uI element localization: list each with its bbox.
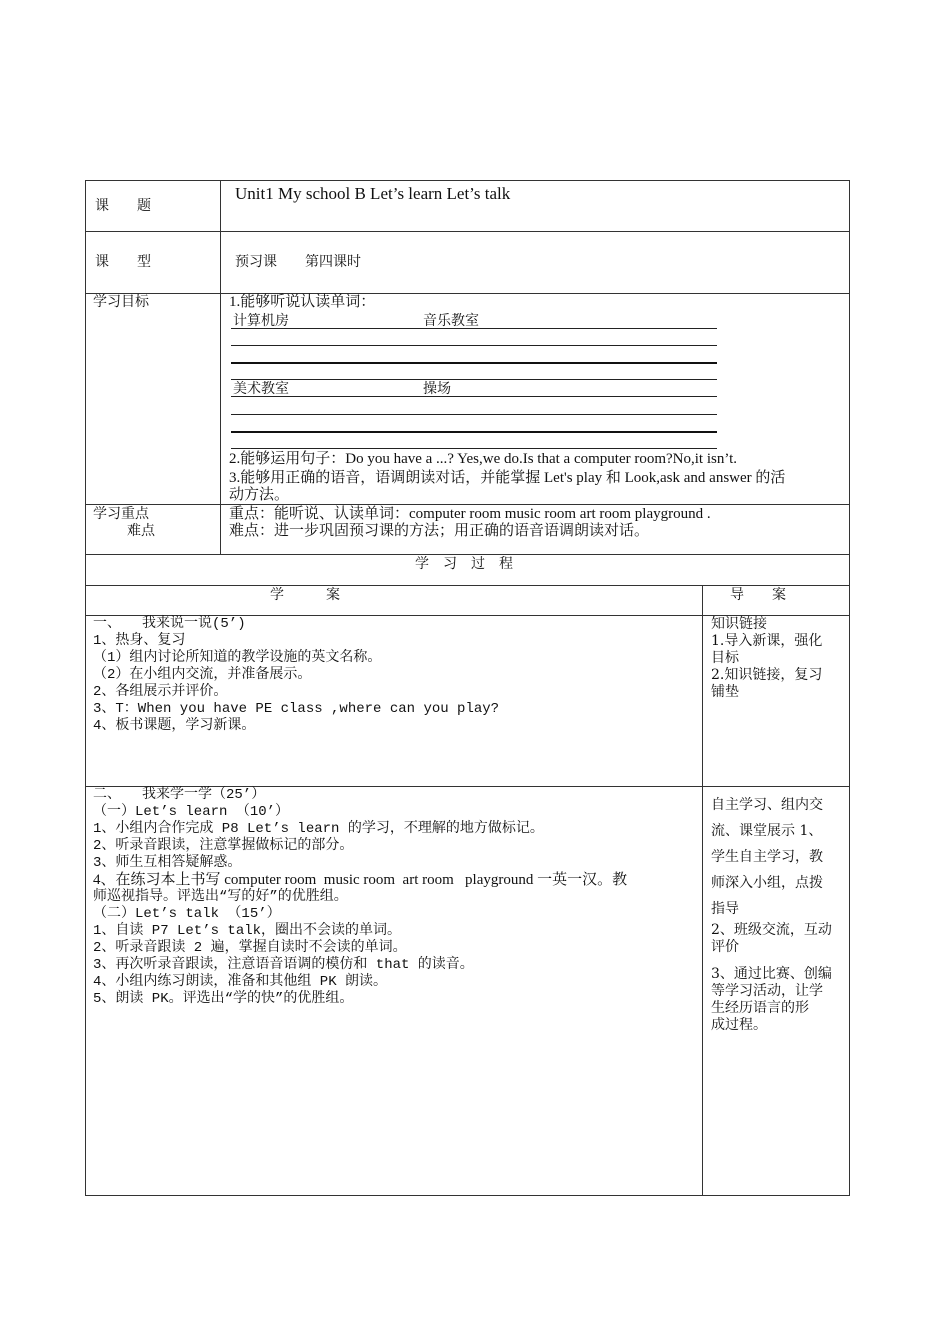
writing-line [231, 345, 717, 346]
writing-line [231, 396, 717, 397]
section2-line: 5、朗读 PK。评选出“学的快”的优胜组。 [93, 991, 354, 1007]
difficult-label: 难点 [127, 523, 155, 539]
section2-guide-line: 2、班级交流，互动 [711, 922, 832, 938]
goal1-title: 1.能够听说认读单词： [229, 294, 376, 310]
section2-guide-line: 流、课堂展示 1、 [711, 823, 823, 839]
section1-guide-line: 1.导入新课，强化 [711, 633, 823, 649]
section2-guide-line: 学生自主学习，教 [711, 849, 823, 865]
process-header: 学 习 过 程 [415, 556, 513, 572]
section2-line: 3、师生互相答疑解惑。 [93, 855, 242, 871]
section2-guide-line: 师深入小组，点拨 [711, 875, 823, 891]
key-point: 重点：能听说、认读单词：computer room music room art room playground . [229, 506, 711, 522]
section2-line: （二）Let’s talk （15’） [93, 906, 281, 922]
section1-line: 一、 我来说一说(5’) [93, 616, 246, 632]
word-music-room: 音乐教室 [423, 313, 479, 329]
writing-line [231, 448, 717, 449]
goals-label: 学习目标 [93, 294, 149, 310]
lesson-plan-table [85, 180, 850, 1196]
section2-guide-line: 成过程。 [711, 1017, 767, 1033]
goal3-line1: 3.能够用正确的语音，语调朗读对话，并能掌握 Let's play 和 Look,ask and answer 的活 [229, 470, 786, 486]
topic-value: Unit1 My school B Let’s learn Let’s talk [235, 184, 511, 203]
topic-label: 课 题 [95, 198, 151, 214]
goals-label-cell [85, 293, 221, 505]
section2-line: 2、听录音跟读 2 遍，掌握自读时不会读的单词。 [93, 940, 407, 956]
section2-guide-line: 3、通过比赛、创编 [711, 966, 832, 982]
section1-guide-line: 知识链接 [711, 616, 767, 632]
section1-line: （1）组内讨论所知道的教学设施的英文名称。 [93, 650, 382, 666]
section1-line: （2）在小组内交流，并准备展示。 [93, 667, 312, 683]
goal2: 2.能够运用句子：Do you have a ...? Yes,we do.Is that a computer room?No,it isn’t. [229, 451, 737, 467]
section2-line: 3、再次听录音跟读，注意语音语调的模仿和 that 的读音。 [93, 957, 474, 973]
section2-line: 2、听录音跟读，注意掌握做标记的部分。 [93, 838, 354, 854]
goal3-line2: 动方法。 [229, 487, 290, 503]
section2-line: 师巡视指导。评选出“写的好”的优胜组。 [93, 889, 348, 905]
section1-line: 1、热身、复习 [93, 633, 186, 649]
plan-header: 学 案 [270, 587, 340, 603]
writing-line [231, 431, 717, 433]
section2-line: 4、在练习本上书写 computer room music room art room playground 一英一汉。教 [93, 872, 628, 888]
word-computer-room: 计算机房 [233, 313, 289, 329]
section2-line: （一）Let’s learn （10’） [93, 804, 290, 820]
writing-line [231, 414, 717, 415]
key-label: 学习重点 [93, 506, 149, 522]
writing-line [231, 328, 717, 329]
difficult-point: 难点：进一步巩固预习课的方法；用正确的语音语调朗读对话。 [229, 523, 650, 539]
section1-guide-line: 2.知识链接，复习 [711, 667, 823, 683]
section1-line: 4、板书课题，学习新课。 [93, 718, 256, 734]
section2-guide-line: 生经历语言的形 [711, 1000, 809, 1016]
plan-header-cell [85, 585, 703, 616]
guide-header: 导 案 [730, 587, 786, 603]
section1-guide-line: 铺垫 [711, 684, 739, 700]
section2-guide-line: 等学习活动，让学 [711, 983, 823, 999]
writing-line [231, 362, 717, 364]
section2-guide-line: 评价 [711, 939, 739, 955]
word-playground: 操场 [423, 381, 451, 397]
type-label: 课 型 [95, 254, 151, 270]
word-art-room: 美术教室 [233, 381, 289, 397]
section2-line: 二、 我来学一学（25’） [93, 787, 266, 803]
section1-line: 3、T：When you have PE class ,where can you play? [93, 701, 500, 717]
type-value: 预习课 第四课时 [235, 254, 361, 270]
section2-line: 1、小组内合作完成 P8 Let’s learn 的学习，不理解的地方做标记。 [93, 821, 544, 837]
section2-guide-line: 指导 [711, 901, 739, 917]
section1-line: 2、各组展示并评价。 [93, 684, 228, 700]
section2-line: 4、小组内练习朗读，准备和其他组 PK 朗读。 [93, 974, 388, 990]
section2-line: 1、自读 P7 Let’s talk，圈出不会读的单词。 [93, 923, 402, 939]
section1-guide-line: 目标 [711, 650, 739, 666]
section2-guide-line: 自主学习、组内交 [711, 797, 823, 813]
writing-line [231, 379, 717, 380]
